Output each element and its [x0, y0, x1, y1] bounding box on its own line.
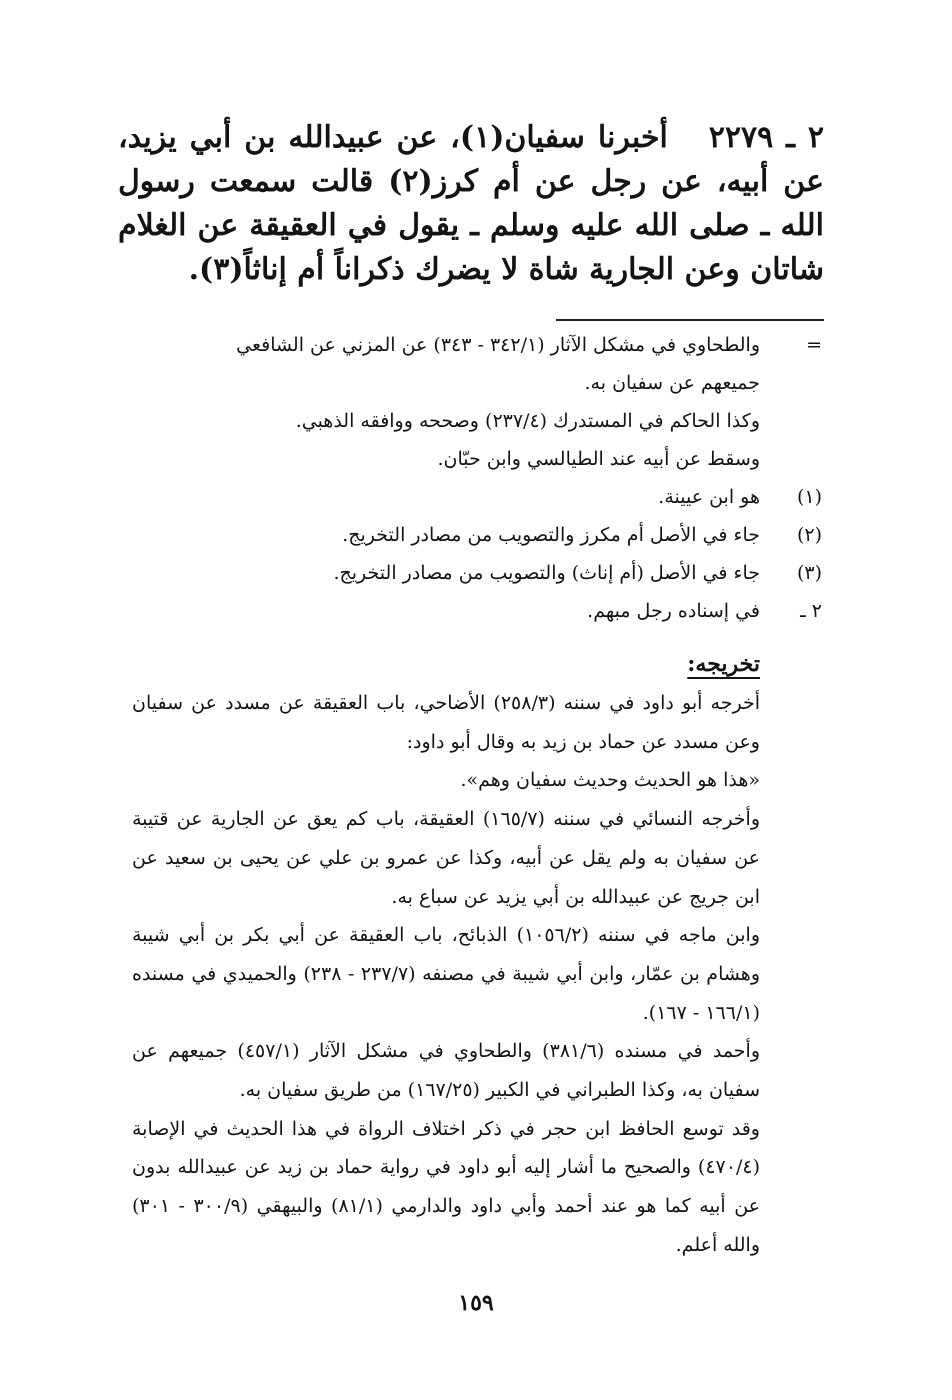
- footnote-line: [132, 402, 822, 440]
- footnotes: [132, 326, 822, 630]
- footnote-line: [132, 554, 822, 592]
- footnote-text: هو ابن عيينة.: [658, 486, 760, 508]
- footnote-marker: [760, 440, 822, 478]
- footnote-line: [132, 592, 822, 630]
- takhrij-paragraph: أخرجه أبو داود في سننه (٢٥٨/٣) الأضاحي، باب العقيقة عن مسدد عن سفيان وعن مسدد عن حماد بن زيد به وقال أبو داود:: [132, 692, 760, 753]
- takhrij-heading: تخريجه:: [687, 651, 760, 677]
- takhrij-paragraph: «هذا هو الحديث وحديث سفيان وهم».: [460, 769, 760, 792]
- footnote-marker: (٢): [796, 524, 822, 546]
- footnote-marker: (٣): [796, 562, 822, 584]
- footnote-marker: ٢ ـ: [800, 600, 822, 622]
- footnote-text: وسقط عن أبيه عند الطيالسي وابن حبّان.: [437, 448, 760, 470]
- hadith-paragraph: [118, 116, 824, 292]
- footnote-line: [132, 440, 822, 478]
- footnote-text: في إسناده رجل مبهم.: [587, 600, 760, 622]
- footnote-text: جاء في الأصل (أم إناث) والتصويب من مصادر التخريج.: [333, 562, 760, 584]
- footnote-separator: [556, 319, 824, 321]
- footnote-line: [132, 516, 822, 554]
- takhrij-paragraph: وابن ماجه في سننه (١٠٥٦/٢) الذبائح، باب العقيقة عن أبي بكر بن أبي شيبة وهشام بن عمّار، وابن أبي شيبة في مصنفه (٢٣٧/٧ - ٢٣٨) والحميدي في مسنده (١٦٦/١ - ١٦٧).: [132, 924, 760, 1024]
- takhrij-paragraph: وأحمد في مسنده (٣٨١/٦) والطحاوي في مشكل الآثار (٤٥٧/١) جميعهم عن سفيان به، وكذا الطبراني في الكبير (١٦٧/٢٥) من طريق سفيان به.: [132, 1040, 761, 1102]
- footnote-marker: [760, 364, 822, 402]
- takhrij-paragraph: وقد توسع الحافظ ابن حجر في ذكر اختلاف الرواة في هذا الحديث في الإصابة (٤٧٠/٤) والصحيح ما أشار إليه أبو داود في رواية حماد بن زيد عن عبيدالله بدون عن أبيه كما هو عند أحمد وأبي داود والدارمي (٨١/١) والبيهقي (٣٠٠/٩ - ٣٠١) والله أعلم.: [132, 1117, 761, 1256]
- page-number: ١٥٩: [458, 1290, 494, 1316]
- footnote-text: وكذا الحاكم في المستدرك (٢٣٧/٤) وصححه ووافقه الذهبي.: [295, 410, 760, 432]
- footnote-marker: (١): [796, 486, 822, 508]
- takhrij-paragraph: وأخرجه النسائي في سننه (١٦٥/٧) العقيقة، باب كم يعق عن الجارية عن قتيبة عن سفيان به ولم يقل عن أبيه، وكذا عن عمرو بن علي عن يحيى بن سعيد عن ابن جريج عن عبيدالله بن أبي يزيد عن سباع به.: [132, 808, 760, 908]
- hadith-text-block: [118, 116, 824, 292]
- footnote-line: [132, 326, 822, 364]
- hadith-text: أخبرنا سفيان(١)، عن عبيدالله بن أبي يزيد، عن أبيه، عن رجل عن أم كرز(٢) قالت سمعت رسول الله ـ صلى الله عليه وسلم ـ يقول في العقيقة عن الغلام شاتان وعن الجارية شاة لا يضرك ذكراناً أم إناثاً(٣).: [118, 120, 825, 287]
- footnote-text: والطحاوي في مشكل الآثار (٣٤٢/١ - ٣٤٣) عن المزني عن الشافعي: [236, 334, 760, 356]
- footnote-line: [132, 364, 822, 402]
- footnote-marker: =: [806, 334, 822, 356]
- takhrij-text: [132, 684, 760, 1265]
- footnote-text: جميعهم عن سفيان به.: [584, 372, 760, 394]
- footnote-line: [132, 478, 822, 516]
- hadith-number: ٢ ـ ٢٢٧٩: [708, 120, 824, 155]
- footnote-text: جاء في الأصل أم مكرز والتصويب من مصادر التخريج.: [342, 524, 760, 546]
- footnote-marker: [760, 402, 822, 440]
